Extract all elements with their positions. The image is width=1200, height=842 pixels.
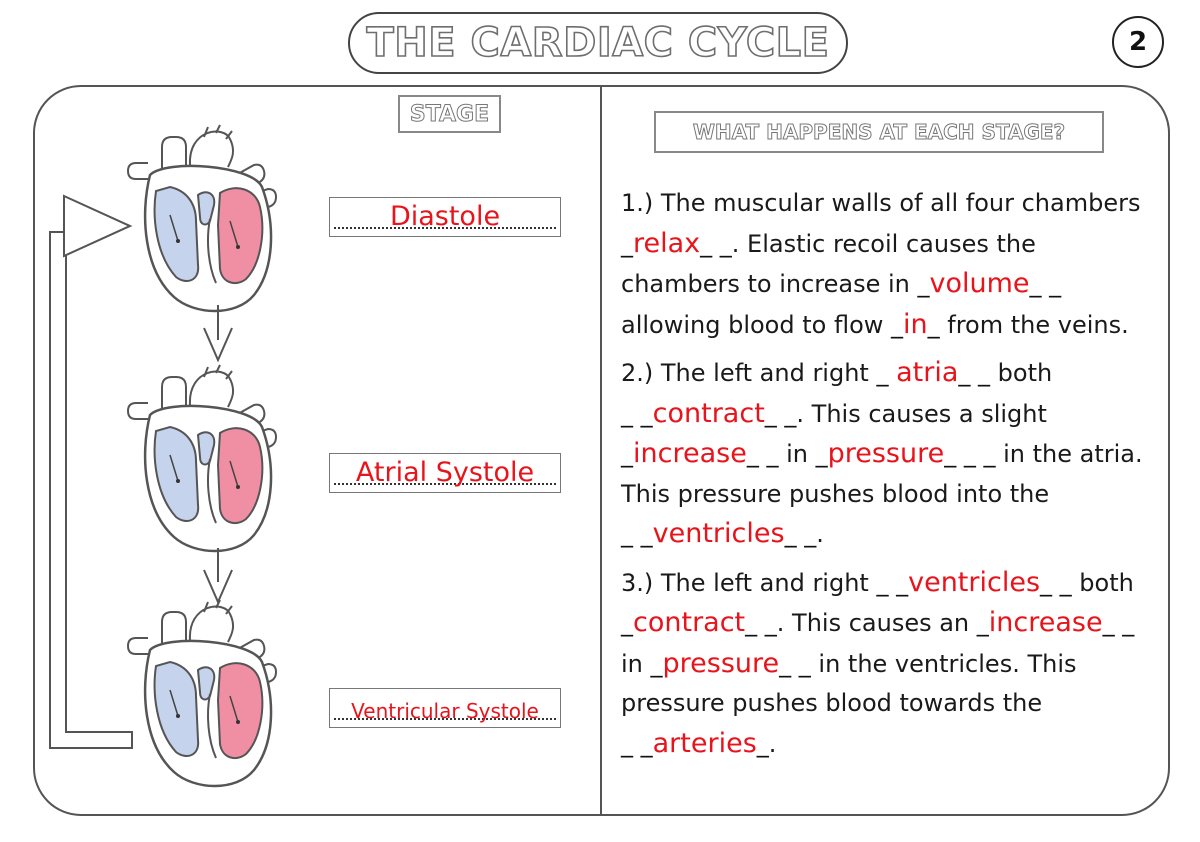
stage-2-paragraph: 2.) The left and right _ atria_ _ both _ _contract_ _. This causes a slight _increase_ _ in _pressure_ _ _ in the atria. This pressure pushes blood into the _ _ventricles_ _. — [621, 357, 1143, 549]
heart-diastole-image — [128, 125, 276, 311]
answer-blank: contract — [633, 607, 746, 638]
heart-ventricular-systole-image — [128, 600, 276, 786]
stage-label-box — [329, 453, 561, 493]
heart-atrial-systole-image — [128, 365, 276, 551]
answer-blank: in — [903, 308, 928, 340]
stage-label-box — [329, 688, 561, 728]
down-arrow-icon — [204, 548, 232, 602]
answer-blank: volume — [929, 268, 1030, 299]
cycle-loop-arrow-icon — [50, 196, 132, 748]
answer-blank: atria — [896, 357, 959, 388]
stage-column-heading: STAGE — [398, 95, 501, 133]
stage-label-box — [329, 197, 561, 237]
stage-3-paragraph: 3.) The left and right _ _ventricles_ _ both _contract_ _. This causes an _increase_ _ in _pressure_ _ in the ventricles. This pressure pushes blood towards the _ _arteries_. — [621, 566, 1135, 759]
column-divider — [600, 86, 602, 815]
answer-blank: pressure — [827, 438, 945, 469]
answer-blank: increase — [988, 607, 1103, 638]
answer-blank: ventricles — [908, 566, 1041, 598]
answer-blank: relax — [633, 227, 701, 259]
page-number-badge: 2 — [1112, 16, 1164, 68]
stage-label: Atrial Systole — [355, 457, 535, 488]
page-title: THE CARDIAC CYCLE — [366, 20, 830, 66]
stage-label: Diastole — [389, 201, 501, 232]
answer-blank: increase — [633, 438, 747, 469]
answer-blank: ventricles — [652, 518, 785, 549]
answer-blank: pressure — [662, 647, 780, 679]
stage-label: Ventricular Systole — [351, 699, 539, 723]
down-arrow-icon — [204, 305, 232, 360]
answer-blank: contract — [652, 397, 765, 429]
explanation-panel — [621, 184, 1161, 764]
what-happens-heading: WHAT HAPPENS AT EACH STAGE? — [654, 111, 1104, 153]
answer-blank: arteries — [652, 727, 757, 759]
stage-1-paragraph: 1.) The muscular walls of all four chambers _relax_ _. Elastic recoil causes the chambers to increase in _volume_ _ allowing blood to flow _in_ from the veins. — [621, 189, 1141, 340]
